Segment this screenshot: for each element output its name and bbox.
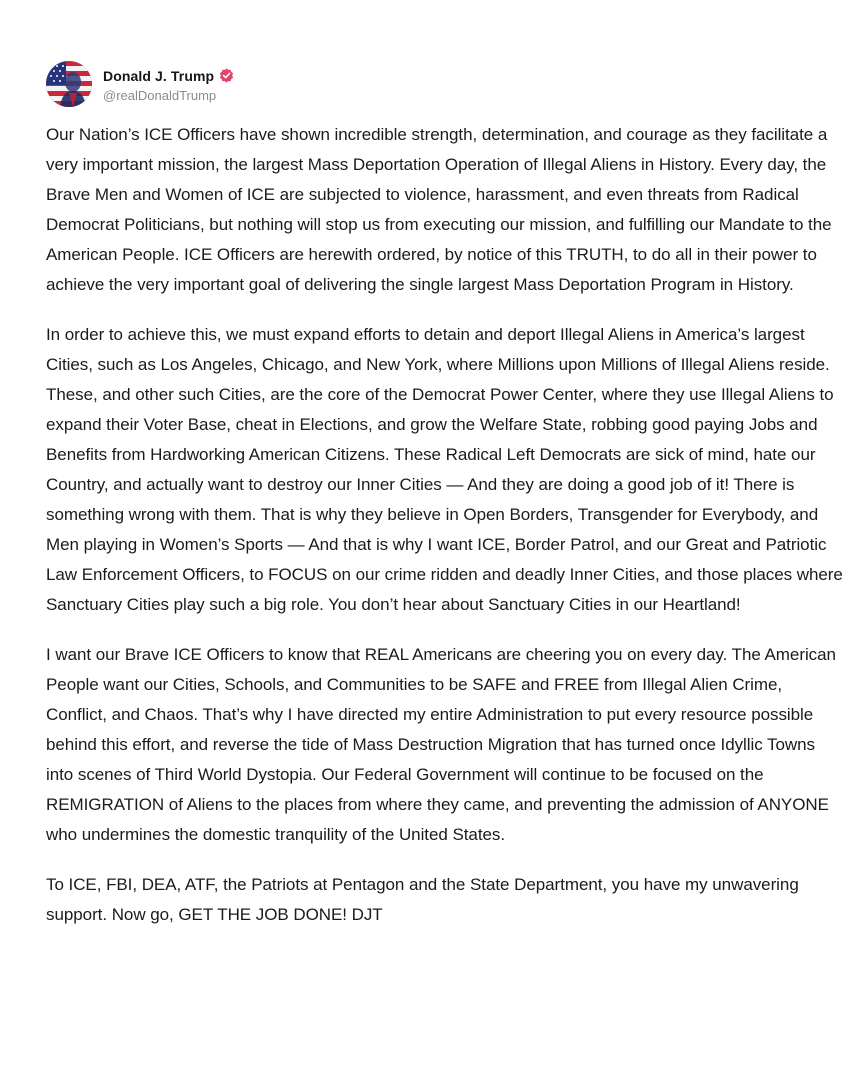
post	[46, 58, 846, 950]
post-body	[46, 120, 846, 930]
author-identity	[103, 66, 234, 103]
name-row	[103, 66, 234, 86]
post-paragraph: To ICE, FBI, DEA, ATF, the Patriots at Pentagon and the State Department, you have my unwavering support. Now go, GET THE JOB DONE! DJT	[46, 875, 799, 924]
post-paragraph: I want our Brave ICE Officers to know that REAL Americans are cheering you on every day. The American People want our Cities, Schools, and Communities to be SAFE and FREE from Illegal Alien Crime, Conflict, and Chaos. That’s why I have directed my entire Administration to put every resource possible behind this effort, and reverse the tide of Mass Destruction Migration that has turned once Idyllic Towns into scenes of Third World Dystopia. Our Federal Government will continue to be focused on the REMIGRATION of Aliens to the places from where they came, and preventing the admission of ANYONE who undermines the domestic tranquility of the United States.	[46, 645, 836, 844]
avatar-flag-portrait-icon	[46, 61, 92, 107]
post-header	[46, 58, 846, 110]
avatar[interactable]	[46, 61, 92, 107]
post-paragraph: Our Nation’s ICE Officers have shown incredible strength, determination, and courage as they facilitate a very important mission, the largest Mass Deportation Operation of Illegal Aliens in History. Every day, the Brave Men and Women of ICE are subjected to violence, harassment, and even threats from Radical Democrat Politicians, but nothing will stop us from executing our mission, and fulfilling our Mandate to the American People. ICE Officers are herewith ordered, by notice of this TRUTH, to do all in their power to achieve the very important goal of delivering the single largest Mass Deportation Program in History.	[46, 125, 832, 294]
verified-badge-icon	[219, 68, 234, 83]
handle[interactable]: @realDonaldTrump	[103, 87, 217, 103]
display-name[interactable]: Donald J. Trump	[103, 67, 215, 84]
post-paragraph: In order to achieve this, we must expand efforts to detain and deport Illegal Aliens in America’s largest Cities, such as Los Angeles, Chicago, and New York, where Millions upon Millions of Illegal Aliens reside. These, and other such Cities, are the core of the Democrat Power Center, where they use Illegal Aliens to expand their Voter Base, cheat in Elections, and grow the Welfare State, robbing good paying Jobs and Benefits from Hardworking American Citizens. These Radical Left Democrats are sick of mind, hate our Country, and actually want to destroy our Inner Cities — And they are doing a good job of it! There is something wrong with them. That is why they believe in Open Borders, Transgender for Everybody, and Men playing in Women’s Sports — And that is why I want ICE, Border Patrol, and our Great and Patriotic Law Enforcement Officers, to FOCUS on our crime ridden and deadly Inner Cities, and those places where Sanctuary Cities play such a big role. You don’t hear about Sanctuary Cities in our Heartland!	[46, 325, 843, 614]
